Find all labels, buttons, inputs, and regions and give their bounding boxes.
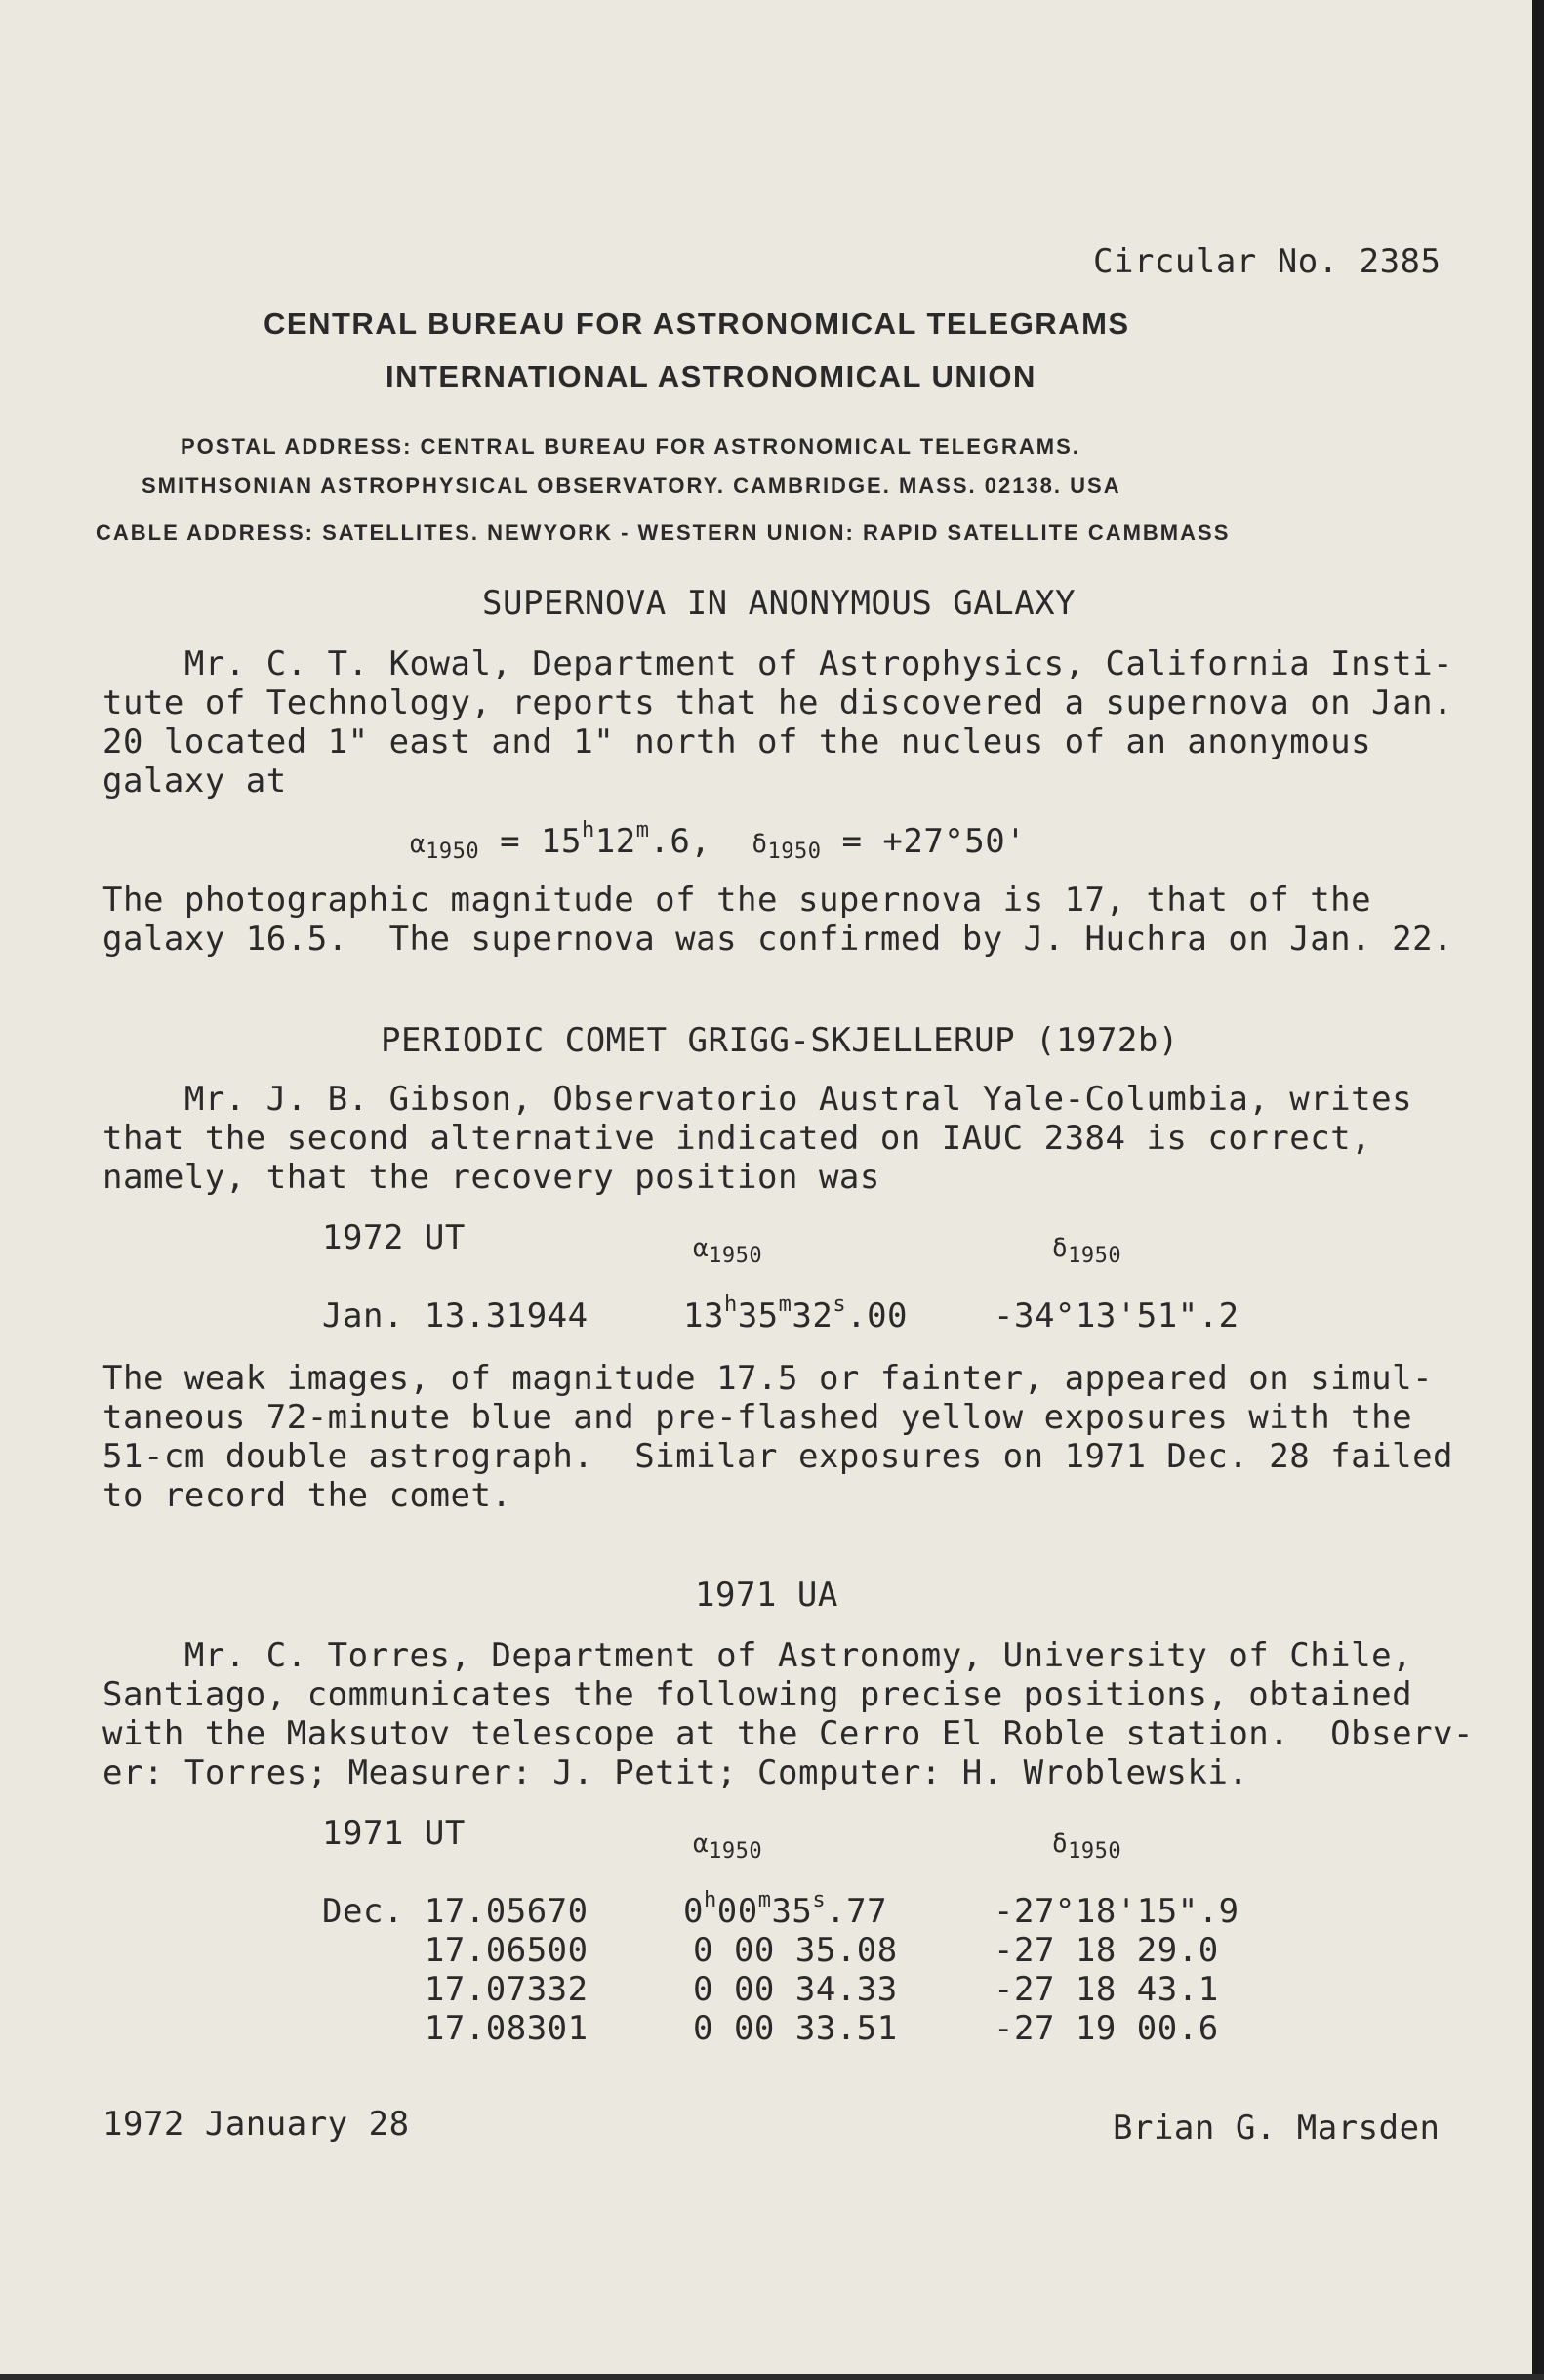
paragraph-line: tute of Technology, reports that he discovered a supernova on Jan. [102, 683, 1454, 722]
footer-date: 1972 January 28 [102, 2105, 410, 2144]
table-cell-dec: -27°18'15".9 [994, 1892, 1239, 1931]
paragraph-line: galaxy 16.5. The supernova was confirmed by J. Huchra on Jan. 22. [102, 920, 1454, 959]
union-title: INTERNATIONAL ASTRONOMICAL UNION [386, 359, 1036, 393]
paragraph-line: 20 located 1" east and 1" north of the nucleus of an anonymous [102, 722, 1372, 761]
minute-superscript: m [757, 1888, 772, 1912]
paragraph-line: The weak images, of magnitude 17.5 or fainter, appeared on simul- [102, 1359, 1434, 1398]
table-cell-ra: 0 00 34.33 [693, 1970, 898, 2009]
table-cell-ra: 0 00 33.51 [693, 2009, 898, 2048]
table-header-ut: 1972 UT [322, 1218, 466, 1257]
table-cell-ra: 0 00 35.08 [693, 1931, 898, 1970]
hour-superscript: h [723, 1293, 738, 1317]
ra-hours: 13 [683, 1296, 724, 1335]
ra-fraction: .6, [649, 822, 711, 861]
ra-fraction: .00 [846, 1296, 909, 1335]
ra-hours: = 15 [479, 822, 582, 861]
table-cell-ra [683, 1888, 888, 1931]
delta-symbol: δ [752, 830, 768, 859]
cable-address: CABLE ADDRESS: SATELLITES. NEWYORK - WESTERN UNION: RAPID SATELLITE CAMBMASS [96, 520, 1231, 545]
epoch-subscript: 1950 [767, 840, 822, 864]
paragraph-line: Mr. J. B. Gibson, Observatorio Austral Yale-Columbia, writes [102, 1080, 1413, 1119]
table-cell-date: Dec. 17.05670 [322, 1892, 589, 1931]
footer-author: Brian G. Marsden [1113, 2109, 1441, 2148]
postal-address-line1: POSTAL ADDRESS: CENTRAL BUREAU FOR ASTRONOMICAL TELEGRAMS. [181, 434, 1080, 459]
paragraph-line: Mr. C. T. Kowal, Department of Astrophysics, California Insti- [102, 644, 1454, 683]
ra-minutes: 00 [716, 1892, 758, 1931]
table-header-ra [693, 1226, 762, 1268]
paragraph-line: with the Maksutov telescope at the Cerro El Roble station. Observ- [102, 1714, 1474, 1753]
paragraph-line: galaxy at [102, 761, 287, 800]
table-cell-date: 17.08301 [322, 2009, 589, 2048]
epoch-subscript: 1950 [1068, 1244, 1122, 1268]
page-edge-bottom [0, 2374, 1544, 2380]
second-superscript: s [812, 1888, 827, 1912]
bureau-title: CENTRAL BUREAU FOR ASTRONOMICAL TELEGRAMS [264, 307, 1130, 341]
ra-seconds: 35 [771, 1892, 813, 1931]
epoch-subscript: 1950 [426, 840, 480, 864]
circular-number: Circular No. 2385 [1093, 242, 1442, 281]
table-cell-date: Jan. 13.31944 [322, 1296, 589, 1335]
paragraph-line: Mr. C. Torres, Department of Astronomy, University of Chile, [102, 1636, 1413, 1675]
paragraph-line: taneous 72-minute blue and pre-flashed yellow exposures with the [102, 1398, 1413, 1437]
epoch-subscript: 1950 [709, 1839, 763, 1864]
alpha-symbol: α [410, 830, 427, 859]
epoch-subscript: 1950 [709, 1244, 763, 1268]
section-title-comet: PERIODIC COMET GRIGG-SKJELLERUP (1972b) [381, 1021, 1179, 1060]
table-header-dec [1052, 1822, 1121, 1864]
postal-address-line2: SMITHSONIAN ASTROPHYSICAL OBSERVATORY. CAMBRIDGE. MASS. 02138. USA [142, 473, 1121, 498]
table-cell-dec: -34°13'51".2 [994, 1296, 1239, 1335]
section-title-supernova: SUPERNOVA IN ANONYMOUS GALAXY [482, 584, 1077, 623]
table-cell-dec: -27 18 43.1 [994, 1970, 1219, 2009]
table-cell-date: 17.06500 [322, 1931, 589, 1970]
table-cell-date: 17.07332 [322, 1970, 589, 2009]
epoch-subscript: 1950 [1068, 1839, 1122, 1864]
paragraph-line: 51-cm double astrograph. Similar exposures on 1971 Dec. 28 failed [102, 1437, 1454, 1476]
paragraph-line: Santiago, communicates the following precise positions, obtained [102, 1675, 1413, 1714]
table-header-ut: 1971 UT [322, 1814, 466, 1853]
ra-minutes: 35 [737, 1296, 779, 1335]
declination: = +27°50' [821, 822, 1027, 861]
table-cell-dec: -27 18 29.0 [994, 1931, 1219, 1970]
section-title-1971ua: 1971 UA [695, 1576, 838, 1615]
paragraph-line: to record the comet. [102, 1476, 512, 1515]
ra-minutes: 12 [594, 822, 636, 861]
delta-symbol: δ [1052, 1829, 1069, 1859]
table-header-ra [693, 1822, 762, 1864]
paragraph-line: namely, that the recovery position was [102, 1158, 880, 1197]
paragraph-line: er: Torres; Measurer: J. Petit; Computer: H. Wroblewski. [102, 1753, 1249, 1792]
delta-symbol: δ [1052, 1234, 1069, 1263]
ra-seconds: 32 [792, 1296, 833, 1335]
paragraph-line: The photographic magnitude of the supernova is 17, that of the [102, 881, 1372, 920]
alpha-symbol: α [693, 1829, 710, 1859]
alpha-symbol: α [693, 1234, 710, 1263]
paragraph-line: that the second alternative indicated on IAUC 2384 is correct, [102, 1119, 1372, 1158]
minute-superscript: m [778, 1293, 792, 1317]
minute-superscript: m [635, 818, 650, 842]
hour-superscript: h [582, 818, 595, 842]
table-header-dec [1052, 1226, 1121, 1268]
page-edge-right [1532, 0, 1544, 2380]
ra-hours: 0 [683, 1892, 704, 1931]
table-cell-ra [683, 1293, 909, 1335]
table-cell-dec: -27 19 00.6 [994, 2009, 1219, 2048]
supernova-coordinates [410, 818, 1027, 864]
hour-superscript: h [703, 1888, 717, 1912]
ra-fraction: .77 [826, 1892, 888, 1931]
second-superscript: s [833, 1293, 847, 1317]
